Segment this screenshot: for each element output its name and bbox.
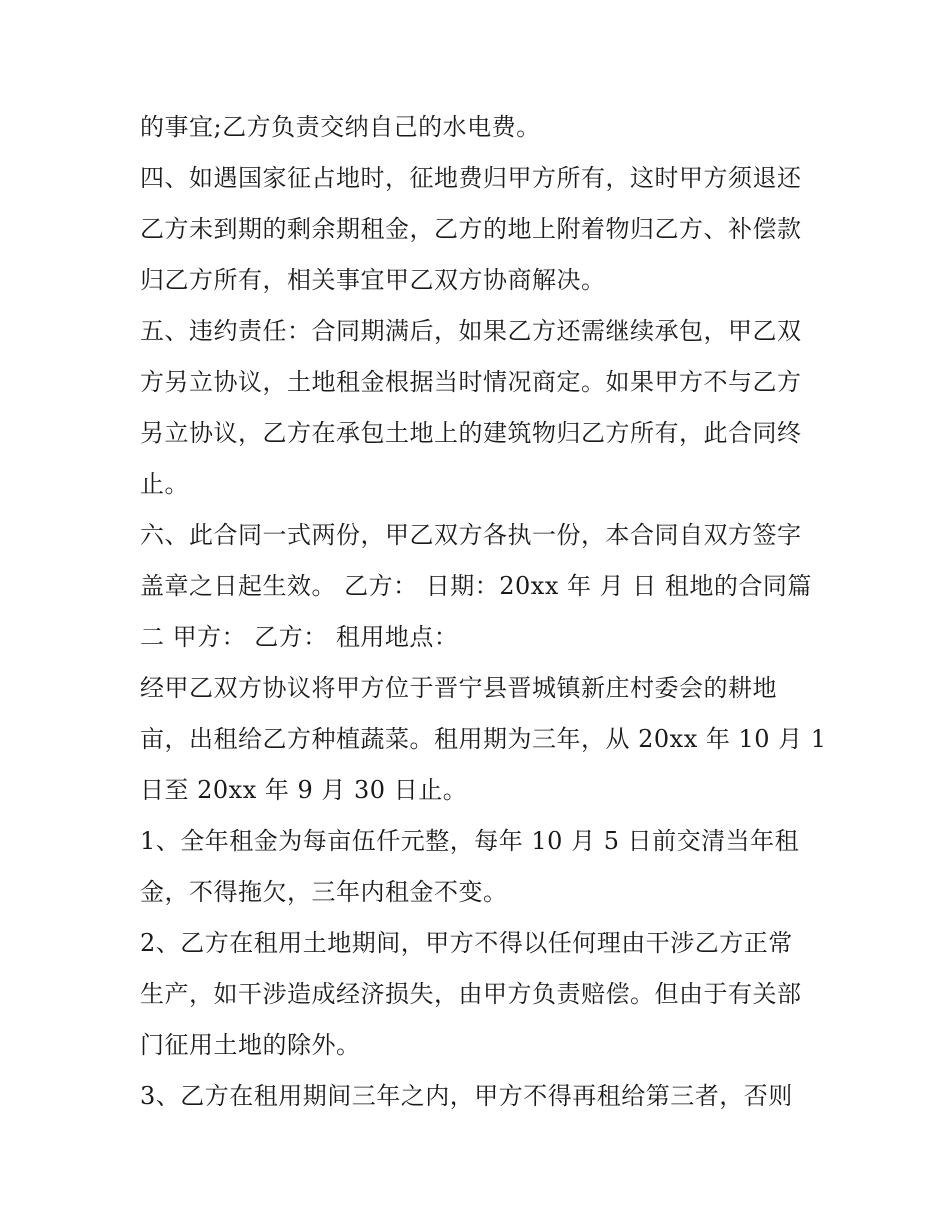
text-line: 2、乙方在租用土地期间，甲方不得以任何理由干涉乙方正常 <box>140 929 793 957</box>
text-line: 3、乙方在租用期间三年之内，甲方不得再租给第三者，否则 <box>140 1082 793 1110</box>
text-line: 门征用土地的除外。 <box>140 1031 361 1059</box>
text-line: 经甲乙双方协议将甲方位于晋宁县晋城镇新庄村委会的耕地 <box>140 674 777 702</box>
document-body <box>140 102 830 1122</box>
text-line: 六、此合同一式两份，甲乙双方各执一份，本合同自双方签字 <box>140 521 802 549</box>
text-line: 另立协议，乙方在承包土地上的建筑物归乙方所有，此合同终 <box>140 419 802 447</box>
text-line: 归乙方所有，相关事宜甲乙双方协商解决。 <box>140 266 606 294</box>
text-line: 亩，出租给乙方种植蔬菜。租用期为三年，从 20xx 年 10 月 1 <box>140 725 827 753</box>
text-line: 金，不得拖欠，三年内租金不变。 <box>140 878 508 906</box>
text-line: 盖章之日起生效。 乙方： 日期：20xx 年 月 日 租地的合同篇 <box>140 572 812 600</box>
text-line: 乙方未到期的剩余期租金，乙方的地上附着物归乙方、补偿款 <box>140 215 802 243</box>
text-line: 五、违约责任：合同期满后，如果乙方还需继续承包，甲乙双 <box>140 317 802 345</box>
text-line: 日至 20xx 年 9 月 30 日止。 <box>140 776 468 804</box>
text-line: 止。 <box>140 470 189 498</box>
text-line: 的事宜;乙方负责交纳自己的水电费。 <box>140 113 541 141</box>
text-line: 生产，如干涉造成经济损失，由甲方负责赔偿。但由于有关部 <box>140 980 802 1008</box>
text-line: 方另立协议，土地租金根据当时情况商定。如果甲方不与乙方 <box>140 368 802 396</box>
text-line: 1、全年租金为每亩伍仟元整，每年 10 月 5 日前交清当年租 <box>140 827 800 855</box>
text-line: 四、如遇国家征占地时，征地费归甲方所有，这时甲方须退还 <box>140 164 802 192</box>
text-line: 二 甲方： 乙方： 租用地点： <box>140 623 459 651</box>
